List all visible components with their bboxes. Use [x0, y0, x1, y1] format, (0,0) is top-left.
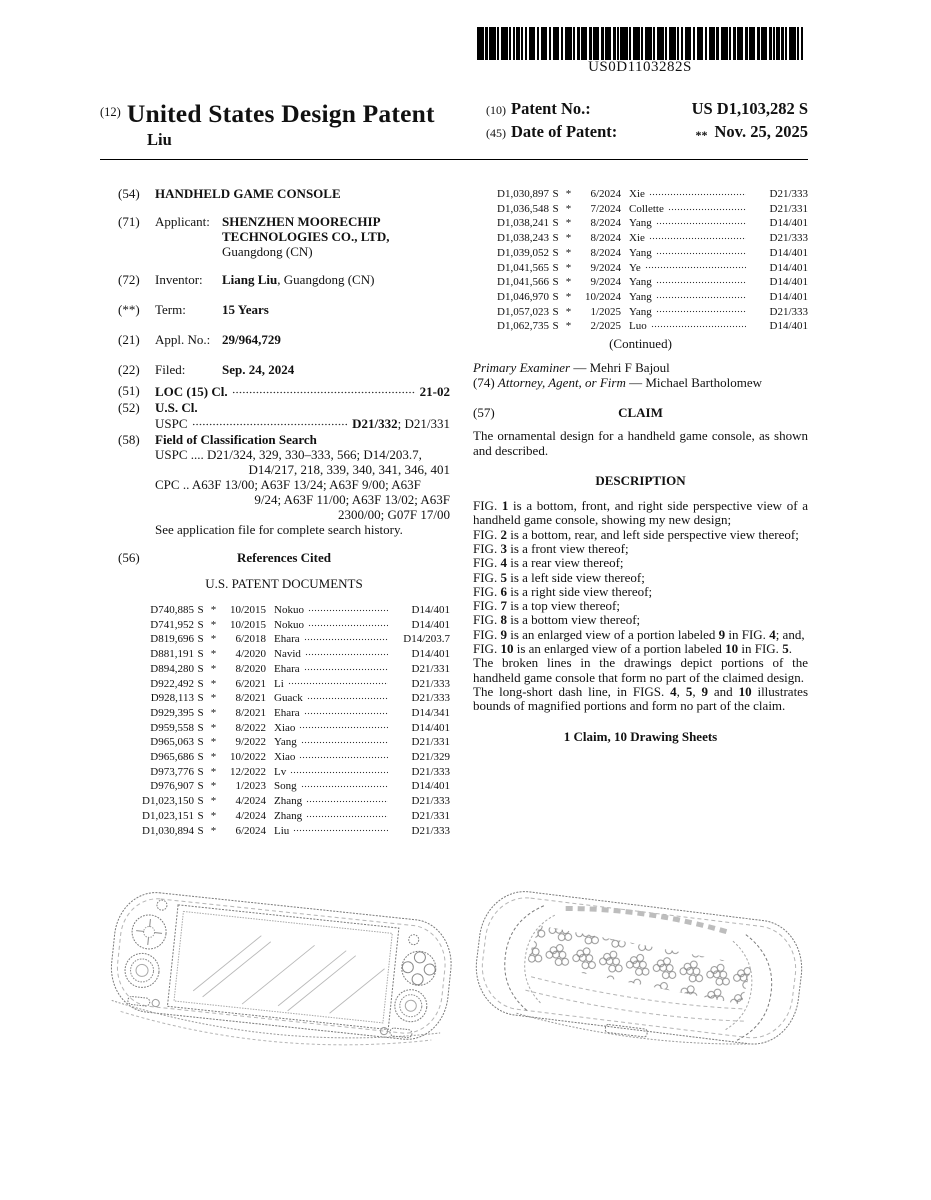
references-heading: (56) References Cited — [118, 550, 331, 565]
dot-leader — [288, 676, 388, 687]
description-paragraph: FIG. 5 is a left side view thereof; — [473, 569, 645, 585]
term-label: Term: — [155, 302, 186, 317]
description-paragraph: The broken lines in the drawings depict portions of the handheld game console that form no part of the claimed design. — [473, 655, 808, 685]
dot-leader — [306, 808, 388, 819]
attorney-line: (74) Attorney, Agent, or Firm — Michael Bartholomew — [473, 375, 762, 391]
us-patent-documents-heading — [118, 576, 450, 591]
dot-leader — [293, 823, 388, 834]
reference-row: D1,041,565 S * 9/2024 Ye D14/401 — [497, 261, 808, 274]
dot-leader — [668, 201, 746, 212]
reference-row: D976,907 S * 1/2023 Song D14/401 — [150, 780, 450, 793]
dot-leader — [304, 631, 388, 642]
figure-rear-perspective — [462, 878, 818, 1074]
reference-row: D1,023,151 S * 4/2024 Zhang D21/331 — [142, 809, 450, 822]
dot-leader — [308, 617, 388, 628]
dot-leader — [656, 274, 746, 285]
reference-row: D965,686 S * 10/2022 Xiao D21/329 — [150, 751, 450, 764]
dot-leader — [645, 260, 746, 271]
reference-row: D881,191 S * 4/2020 Navid D14/401 — [150, 648, 450, 661]
reference-row: D1,036,548 S * 7/2024 Collette D21/331 — [497, 202, 808, 215]
field-of-search-line: D14/217, 218, 339, 340, 341, 346, 401 — [248, 462, 450, 477]
field-of-search-line: CPC .. A63F 13/00; A63F 13/24; A63F 9/00; A63F — [155, 477, 421, 492]
barcode — [477, 27, 803, 60]
document-title: $^{(12)}$ United States Design Patent — [100, 99, 435, 128]
dot-leader — [290, 764, 388, 775]
dot-leader — [649, 186, 746, 197]
header — [100, 99, 808, 150]
inventor-label: Inventor: — [155, 272, 203, 287]
filed-value: Sep. 24, 2024 — [222, 362, 295, 377]
left-column — [118, 180, 450, 837]
reference-row: D819,696 S * 6/2018 Ehara D14/203.7 — [150, 633, 450, 646]
description-paragraphs — [473, 499, 808, 713]
us-class-row: (52) U.S. Cl. USPC D21/332; D21/331 — [118, 400, 450, 431]
dot-leader — [308, 602, 388, 613]
reference-row: D1,041,566 S * 9/2024 Yang D14/401 — [497, 276, 808, 289]
term-row: (**) Term: 15 Years — [118, 302, 450, 317]
loc-class-value: 21-02 — [419, 384, 450, 399]
filed-row: (22) Filed: Sep. 24, 2024 — [118, 362, 450, 377]
field-of-search-label: Field of Classification Search — [155, 432, 317, 447]
claim-title: CLAIM — [618, 405, 663, 421]
loc-class-label: LOC (15) Cl. — [155, 384, 228, 399]
inventor-name: Liang Liu, Guangdong (CN) — [222, 272, 375, 287]
description-paragraph: FIG. 2 is a bottom, rear, and left side perspective view thereof; — [473, 526, 799, 542]
references-title: References Cited — [237, 550, 331, 565]
date-of-patent-label: Date of Patent: — [511, 122, 618, 141]
date-of-patent-row: (45) Date of Patent: ** Nov. 25, 2025 — [486, 122, 808, 142]
description-paragraph: FIG. 7 is a top view thereof; — [473, 598, 620, 614]
claim-text: The ornamental design for a handheld game console, as shown and described. — [473, 428, 808, 459]
date-of-patent-value: ** Nov. 25, 2025 — [695, 122, 808, 142]
dot-leader — [304, 661, 388, 672]
reference-row: D894,280 S * 8/2020 Ehara D21/331 — [150, 662, 450, 675]
inventor-row: (72) Inventor: Liang Liu, Guangdong (CN) — [118, 272, 450, 287]
drawing-sheet — [0, 878, 931, 1078]
applicant-label: Applicant: — [155, 214, 210, 229]
field-of-search-line: See application file for complete search history. — [155, 522, 403, 537]
dot-leader — [301, 778, 388, 789]
dot-leader — [649, 230, 746, 241]
dot-leader — [305, 646, 388, 657]
description-paragraph: FIG. 1 is a bottom, front, and right side perspective view of a handheld game console, showing my new design; — [473, 498, 808, 528]
reference-row: D928,113 S * 8/2021 Guack D21/333 — [150, 692, 450, 705]
patent-number-row: (10) Patent No.: US D1,103,282 S — [486, 99, 808, 118]
reference-row: D1,039,052 S * 8/2024 Yang D14/401 — [497, 246, 808, 259]
primary-examiner-line: Primary Examiner — Mehri F Bajoul — [473, 360, 670, 376]
reference-row: D1,038,243 S * 8/2024 Xie D21/333 — [497, 232, 808, 245]
invention-title-row: (54) HANDHELD GAME CONSOLE — [118, 186, 450, 201]
reference-row: D1,023,150 S * 4/2024 Zhang D21/333 — [142, 795, 450, 808]
reference-row: D740,885 S * 10/2015 Nokuo D14/401 — [150, 604, 450, 616]
patent-number-value: US D1,103,282 S — [691, 99, 808, 118]
description-paragraph: FIG. 10 is an enlarged view of a portion labeled 10 in FIG. 5. — [473, 641, 792, 656]
references-subtitle: U.S. PATENT DOCUMENTS — [205, 576, 363, 591]
claim-sheet-count: 1 Claim, 10 Drawing Sheets — [563, 729, 718, 745]
barcode-text: US0D1103282S — [588, 59, 692, 75]
reference-row: D1,046,970 S * 10/2024 Yang D14/401 — [497, 290, 808, 303]
uspc-label: USPC — [155, 416, 188, 431]
field-of-search-lines — [155, 447, 450, 537]
claim-heading: (57) CLAIM — [473, 405, 663, 421]
double-asterisk: ** — [695, 128, 708, 142]
attorney-label: Attorney, Agent, or Firm — [497, 375, 626, 391]
dot-leader — [656, 215, 746, 226]
dot-leader — [656, 289, 746, 300]
patent-number-label: Patent No.: — [511, 99, 591, 118]
dot-leader — [306, 793, 388, 804]
uspc-value: D21/332; D21/331 — [352, 416, 450, 431]
right-column — [473, 180, 808, 744]
description-paragraph: FIG. 3 is a front view thereof; — [473, 540, 629, 556]
attorney-name: Michael Bartholomew — [645, 375, 762, 391]
description-paragraph: FIG. 6 is a right side view thereof; — [473, 583, 653, 599]
application-number-label: Appl. No.: — [155, 332, 211, 347]
figure-front-perspective — [95, 886, 467, 1076]
field-of-search-line: 9/24; A63F 11/00; A63F 13/02; A63F — [254, 492, 450, 507]
kind-code: (12) — [100, 105, 121, 119]
dot-leader — [192, 415, 349, 428]
reference-row: D1,030,894 S * 6/2024 Liu D21/333 — [142, 824, 450, 837]
dot-leader — [651, 318, 746, 329]
application-number-value: 29/964,729 — [222, 332, 281, 347]
applicant-row: (71) Applicant: SHENZHEN MOORECHIP TECHNOLOGIES CO., LTD, Guangdong (CN) — [118, 214, 450, 259]
applicant-name: SHENZHEN MOORECHIP TECHNOLOGIES CO., LTD, Guangdong (CN) — [222, 214, 390, 259]
references-list-right — [473, 186, 808, 333]
dot-leader — [304, 705, 388, 716]
dot-leader — [299, 720, 388, 731]
primary-examiner-name: Mehri F Bajoul — [589, 360, 670, 376]
reference-row: D741,952 S * 10/2015 Nokuo D14/401 — [150, 618, 450, 631]
reference-row: D929,395 S * 8/2021 Ehara D14/341 — [150, 706, 450, 719]
dot-leader — [301, 734, 388, 745]
loc-class-row: (51) LOC (15) Cl. 21-02 — [118, 383, 450, 399]
field-of-search-row: (58) Field of Classification Search USPC .... D21/324, 329, 330–333, 566; D14/203.7, D14/217, 218, 339, 340, 341, 346, 401 CPC .. A63F 13/00; A63F 13/24; A63F 9/00; A63F 9/24; A63F 11/00; A63F 13/02; A63F 2300/00; G07F 17/00 See application file for complete search history. — [118, 432, 450, 537]
reference-row: D1,062,735 S * 2/2025 Luo D14/401 — [497, 320, 808, 333]
description-title: DESCRIPTION — [595, 473, 686, 489]
dot-leader — [307, 690, 388, 701]
references-list-left — [118, 602, 450, 837]
header-rule — [100, 159, 808, 160]
dot-leader — [656, 304, 746, 315]
field-of-search-line: 2300/00; G07F 17/00 — [338, 507, 450, 522]
description-paragraph: FIG. 8 is a bottom view thereof; — [473, 612, 641, 628]
continued-note: (Continued) — [609, 336, 672, 352]
reference-row: D1,057,023 S * 1/2025 Yang D21/333 — [497, 305, 808, 318]
reference-row: D965,063 S * 9/2022 Yang D21/331 — [150, 736, 450, 749]
dot-leader — [656, 245, 746, 256]
term-value: 15 Years — [222, 302, 269, 317]
reference-row: D959,558 S * 8/2022 Xiao D14/401 — [150, 721, 450, 734]
reference-row: D1,038,241 S * 8/2024 Yang D14/401 — [497, 217, 808, 230]
reference-row: D973,776 S * 12/2022 Lv D21/333 — [150, 765, 450, 778]
header-left — [100, 99, 472, 150]
description-paragraph: FIG. 9 is an enlarged view of a portion labeled 9 in FIG. 4; and, — [473, 626, 805, 642]
reference-row: D922,492 S * 6/2021 Li D21/333 — [150, 677, 450, 690]
reference-row: D1,030,897 S * 6/2024 Xie D21/333 — [497, 188, 808, 200]
dot-leader — [232, 383, 416, 396]
inventor-surname: Liu — [147, 130, 172, 149]
filed-label: Filed: — [155, 362, 186, 377]
field-of-search-line: USPC .... D21/324, 329, 330–333, 566; D14/203.7, — [155, 447, 422, 462]
primary-examiner-label: Primary Examiner — [473, 360, 571, 376]
dot-leader — [299, 749, 388, 760]
application-number-row: (21) Appl. No.: 29/964,729 — [118, 332, 450, 347]
description-paragraph: The long-short dash line, in FIGS. 4, 5, 9 and 10 illustrates bounds of magnified portions and form no part of the claim. — [473, 683, 809, 714]
invention-title: HANDHELD GAME CONSOLE — [155, 186, 341, 201]
description-heading — [473, 473, 808, 488]
description-paragraph: FIG. 4 is a rear view thereof; — [473, 555, 624, 571]
header-right — [486, 99, 808, 150]
us-class-label: U.S. Cl. — [155, 400, 198, 415]
